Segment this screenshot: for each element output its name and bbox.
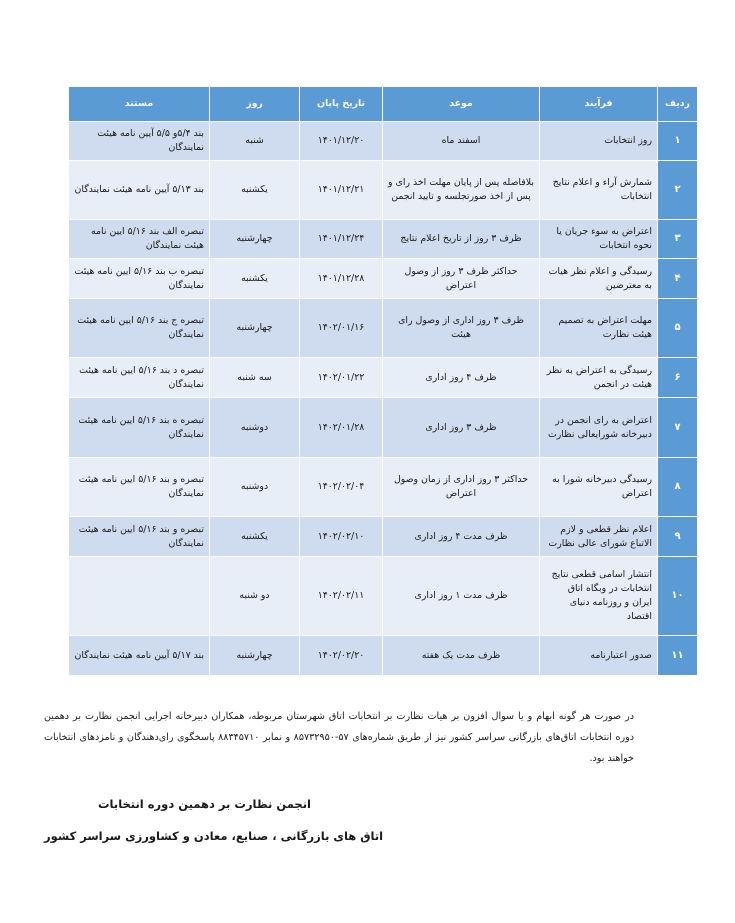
row-number: ۱۰	[658, 557, 698, 636]
end-date-cell: ۱۴۰۲/۰۲/۱۱	[300, 557, 383, 636]
end-date-cell: ۱۴۰۲/۰۲/۱۰	[300, 517, 383, 557]
end-date-cell: ۱۴۰۱/۱۲/۲۴	[300, 220, 383, 259]
process-cell: رسیدگی دبیرخانه شورا به اعتراض	[540, 458, 658, 517]
end-date-cell: ۱۴۰۲/۰۱/۲۸	[300, 398, 383, 458]
process-cell: اعتراض به رای انجمن در دبیرخانه شورایعالی نظارت	[540, 398, 658, 458]
deadline-cell: ظرف ۳ روز اداری از وصول رای هیئت	[383, 299, 540, 358]
document-cell: تبصره ه بند ۵/۱۶ ایین نامه هیئت نمایندگان	[69, 398, 210, 458]
table-row	[69, 220, 698, 259]
row-number: ۵	[658, 299, 698, 358]
day-cell: یکشنبه	[210, 517, 300, 557]
header-day: روز	[210, 87, 300, 122]
end-date-cell: ۱۴۰۱/۱۲/۲۰	[300, 122, 383, 161]
deadline-cell: ظرف مدت ۱ روز اداری	[383, 557, 540, 636]
contact-note: در صورت هر گونه ابهام و یا سوال افزون بر هیات نظارت بر انتخابات اتاق شهرستان مربوطه، همکاران دبیرخانه اجرایی انجمن نظارت بر دهمین دوره انتخابات اتاق‌های بازرگانی سراسر کشور نیز از طریق شماره‌های ۵۷-۸۵۷۳۲۹۵۰ و نمابر ۸۸۳۴۵۷۱۰ پاسخگوی رای‌دهندگان و نامزدهای انتخابات خواهند بود.	[44, 711, 635, 764]
document-cell: بند ۵/۱۷ آیین نامه هیئت نمایندگان	[69, 636, 210, 676]
table-row	[69, 458, 698, 517]
end-date-cell: ۱۴۰۲/۰۲/۰۴	[300, 458, 383, 517]
row-number: ۴	[658, 259, 698, 299]
end-date-cell: ۱۴۰۲/۰۲/۲۰	[300, 636, 383, 676]
table-row	[69, 358, 698, 398]
day-cell: یکشنبه	[210, 161, 300, 220]
row-number: ۳	[658, 220, 698, 259]
process-cell: صدور اعتبارنامه	[540, 636, 658, 676]
row-number: ۱۱	[658, 636, 698, 676]
table-row	[69, 259, 698, 299]
day-cell: یکشنبه	[210, 259, 300, 299]
table-body	[69, 122, 698, 676]
row-number: ۲	[658, 161, 698, 220]
table-row	[69, 398, 698, 458]
day-cell: چهارشنبه	[210, 220, 300, 259]
process-cell: انتشار اسامی قطعی نتایج انتخابات در وبگاه اتاق ایران و روزنامه دنیای اقتصاد	[540, 557, 658, 636]
deadline-cell: اسفند ماه	[383, 122, 540, 161]
deadline-cell: حداکثر ظرف ۳ روز از وصول اعتراض	[383, 259, 540, 299]
document-cell: بند ۵/۴و ۵/۵ آیین نامه هیئت نمایندگان	[69, 122, 210, 161]
day-cell: چهارشنبه	[210, 299, 300, 358]
deadline-cell: ظرف مدت ۴ روز اداری	[383, 517, 540, 557]
document-cell: تبصره ج بند ۵/۱۶ ایین نامه هیئت نمایندگان	[69, 299, 210, 358]
document-cell	[69, 557, 210, 636]
header-document: مستند	[69, 87, 210, 122]
table-header	[69, 87, 698, 122]
process-cell: رسیدگی و اعلام نظر هیات به معترضین	[540, 259, 658, 299]
row-number: ۸	[658, 458, 698, 517]
process-cell: اعلام نظر قطعی و لازم الاتباع شورای عالی نظارت	[540, 517, 658, 557]
table-row	[69, 557, 698, 636]
table-row	[69, 299, 698, 358]
election-schedule-table	[68, 86, 698, 676]
deadline-cell: حداکثر ۳ روز اداری از زمان وصول اعتراض	[383, 458, 540, 517]
row-number: ۱	[658, 122, 698, 161]
header-deadline: موعد	[383, 87, 540, 122]
process-cell: شمارش آراء و اعلام نتایج انتخابات	[540, 161, 658, 220]
day-cell: دوشنبه	[210, 458, 300, 517]
day-cell: دو شنبه	[210, 557, 300, 636]
document-cell: تبصره ب بند ۵/۱۶ ایین نامه هیئت نمایندگان	[69, 259, 210, 299]
day-cell: شنبه	[210, 122, 300, 161]
deadline-cell: ظرف ۳ روز از تاریخ اعلام نتایج	[383, 220, 540, 259]
process-cell: روز انتخابات	[540, 122, 658, 161]
table-row	[69, 161, 698, 220]
day-cell: چهارشنبه	[210, 636, 300, 676]
day-cell: سه شنبه	[210, 358, 300, 398]
end-date-cell: ۱۴۰۲/۰۱/۲۲	[300, 358, 383, 398]
end-date-cell: ۱۴۰۱/۱۲/۲۱	[300, 161, 383, 220]
table-row	[69, 122, 698, 161]
document-cell: تبصره و بند ۵/۱۶ ایین نامه هیئت نمایندگان	[69, 458, 210, 517]
process-cell: اعتراض به سوء جریان یا نحوه انتخابات	[540, 220, 658, 259]
header-end-date: تاریخ پایان	[300, 87, 383, 122]
row-number: ۶	[658, 358, 698, 398]
table-row	[69, 636, 698, 676]
signature-line-2: اتاق های بازرگانی ، صنایع، معادن و کشاورزی سراسر کشور	[44, 829, 384, 843]
process-cell: رسیدگی به اعتراض به نظر هیئت در انجمن	[540, 358, 658, 398]
header-process: فرآیند	[540, 87, 658, 122]
header-row-number: ردیف	[658, 87, 698, 122]
document-cell: تبصره الف بند ۵/۱۶ ایین نامه هیئت نمایندگان	[69, 220, 210, 259]
end-date-cell: ۱۴۰۱/۱۲/۲۸	[300, 259, 383, 299]
deadline-cell: بلافاصله پس از پایان مهلت اخذ رای و پس از اخذ صورتجلسه و تایید انجمن	[383, 161, 540, 220]
deadline-cell: ظرف مدت یک هفته	[383, 636, 540, 676]
document-cell: تبصره و بند ۵/۱۶ ایین نامه هیئت نمایندگان	[69, 517, 210, 557]
end-date-cell: ۱۴۰۲/۰۱/۱۶	[300, 299, 383, 358]
row-number: ۷	[658, 398, 698, 458]
process-cell: مهلت اعتراض به تصمیم هیئت نظارت	[540, 299, 658, 358]
table-header-row	[69, 87, 698, 122]
day-cell: دوشنبه	[210, 398, 300, 458]
document-cell: بند ۵/۱۳ آیین نامه هیئت نمایندگان	[69, 161, 210, 220]
row-number: ۹	[658, 517, 698, 557]
signature-line-1: انجمن نظارت بر دهمین دوره انتخابات	[98, 797, 311, 811]
table-row	[69, 517, 698, 557]
document-cell: تبصره د بند ۵/۱۶ ایین نامه هیئت نمایندگان	[69, 358, 210, 398]
deadline-cell: ظرف ۴ روز اداری	[383, 358, 540, 398]
deadline-cell: ظرف ۳ روز اداری	[383, 398, 540, 458]
